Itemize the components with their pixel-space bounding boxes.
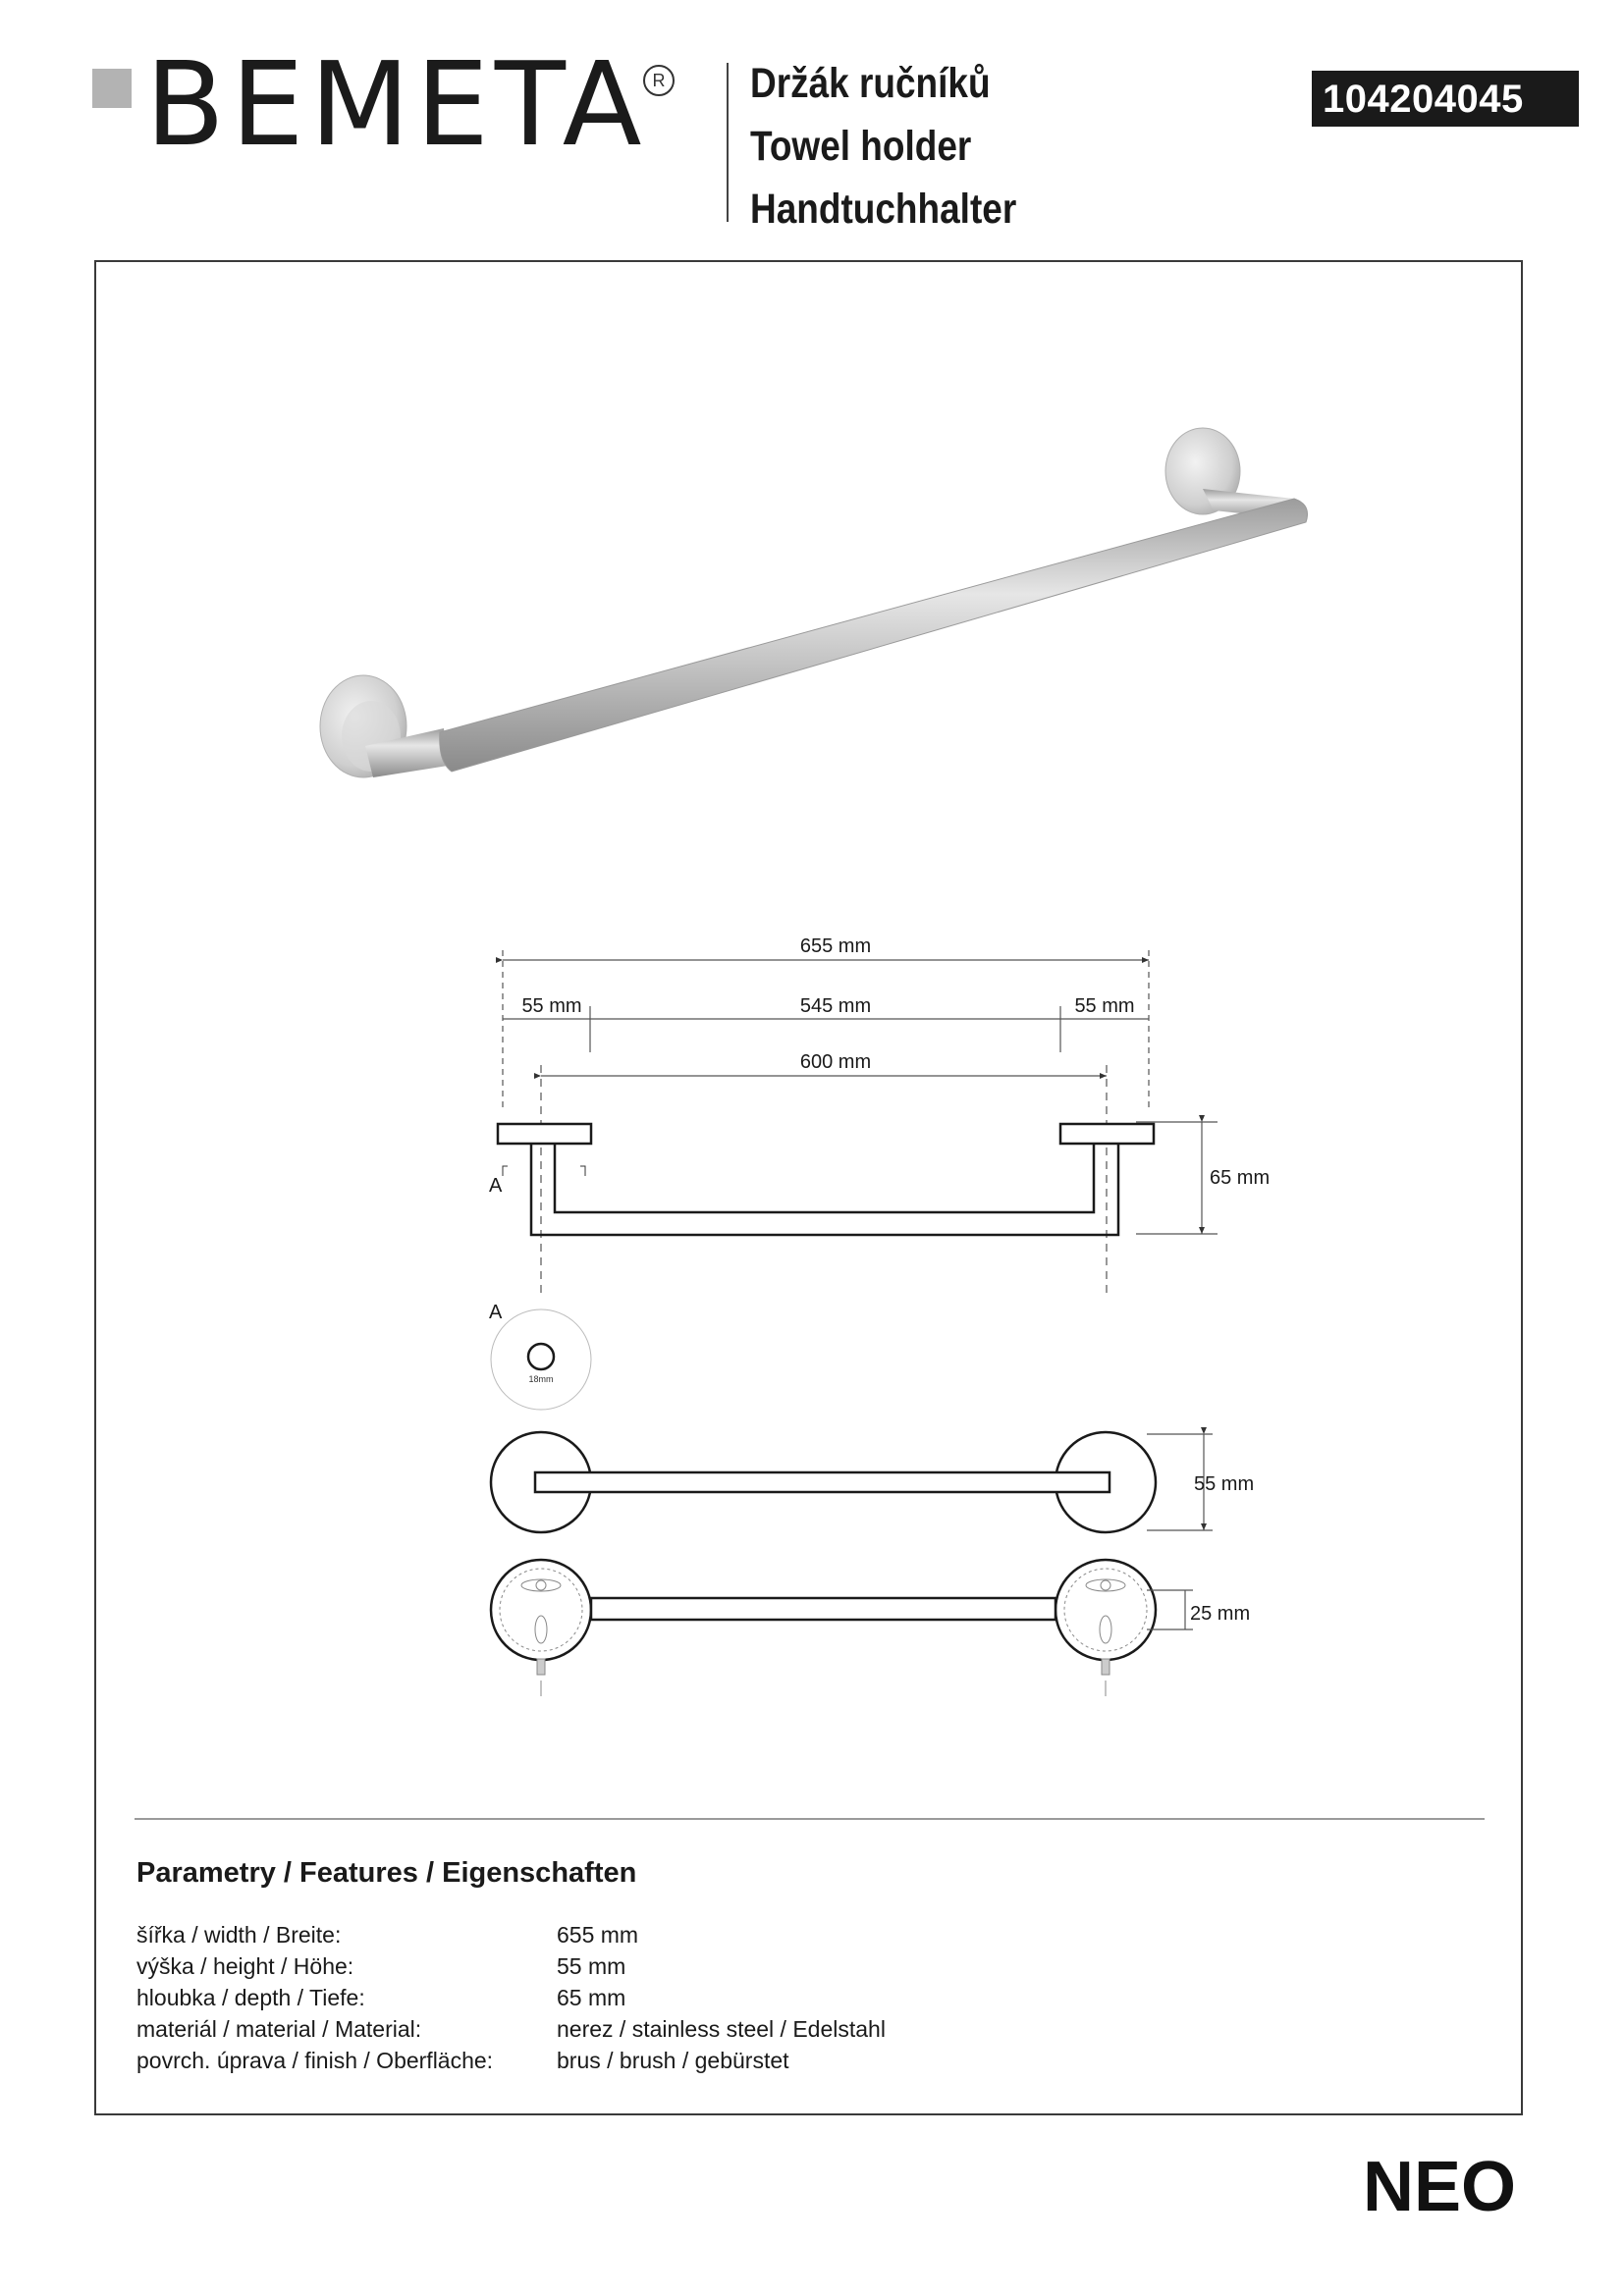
- dim-rosette-depth: 25 mm: [1190, 1603, 1251, 1625]
- dim-right-offset: 55 mm: [1074, 995, 1135, 1017]
- dim-total-width: 655 mm: [799, 935, 872, 957]
- dim-center-distance: 600 mm: [799, 1051, 872, 1073]
- feature-value: nerez / stainless steel / Edelstahl: [557, 2016, 886, 2042]
- feature-row-material: [136, 2013, 1020, 2045]
- section-label-detail: A: [489, 1302, 503, 1323]
- product-title-en: Towel holder: [750, 123, 972, 170]
- mounting-detail: [500, 1569, 1147, 1696]
- feature-value: 65 mm: [557, 1985, 626, 2010]
- section-label-top: A: [489, 1175, 503, 1197]
- feature-row-height: [136, 1950, 1020, 1982]
- feature-label: materiál / material / Material:: [136, 2016, 422, 2042]
- feature-value: brus / brush / gebürstet: [557, 2048, 789, 2073]
- feature-label: povrch. úprava / finish / Oberfläche:: [136, 2048, 494, 2073]
- product-photo: [320, 428, 1308, 777]
- product-title-de: Handtuchhalter: [750, 186, 1017, 233]
- features-divider: [135, 1818, 1485, 1820]
- feature-label: hloubka / depth / Tiefe:: [136, 1985, 365, 2010]
- feature-row-finish: [136, 2045, 1020, 2076]
- side-view: [491, 1432, 1156, 1532]
- product-title-cz: Držák ručníků: [750, 60, 991, 107]
- towel-bar: [440, 499, 1308, 772]
- product-code: 104204045: [1323, 78, 1524, 121]
- section-marks: [503, 1166, 585, 1176]
- brand-logo: BEMETA: [145, 36, 648, 172]
- feature-value: 655 mm: [557, 1922, 639, 1948]
- feature-label: šířka / width / Breite:: [136, 1922, 342, 1948]
- feature-label: výška / height / Höhe:: [136, 1953, 354, 1979]
- section-diameter-label: 18mm: [528, 1374, 554, 1384]
- dim-height: 55 mm: [1194, 1473, 1255, 1495]
- section-a-disc: [491, 1309, 591, 1410]
- series-name: NEO: [1363, 2148, 1517, 2226]
- features-heading: Parametry / Features / Eigenschaften: [136, 1857, 637, 1889]
- feature-value: 55 mm: [557, 1953, 626, 1979]
- front-view: [498, 1124, 1154, 1235]
- dim-left-offset: 55 mm: [521, 995, 582, 1017]
- dim-depth: 65 mm: [1210, 1167, 1271, 1189]
- feature-row-width: [136, 1919, 1020, 1950]
- feature-row-depth: [136, 1982, 1020, 2013]
- features-list: [136, 1919, 1020, 2076]
- rear-view: [491, 1560, 1156, 1660]
- dim-inner-width: 545 mm: [799, 995, 872, 1017]
- registered-mark-icon: R: [643, 65, 675, 96]
